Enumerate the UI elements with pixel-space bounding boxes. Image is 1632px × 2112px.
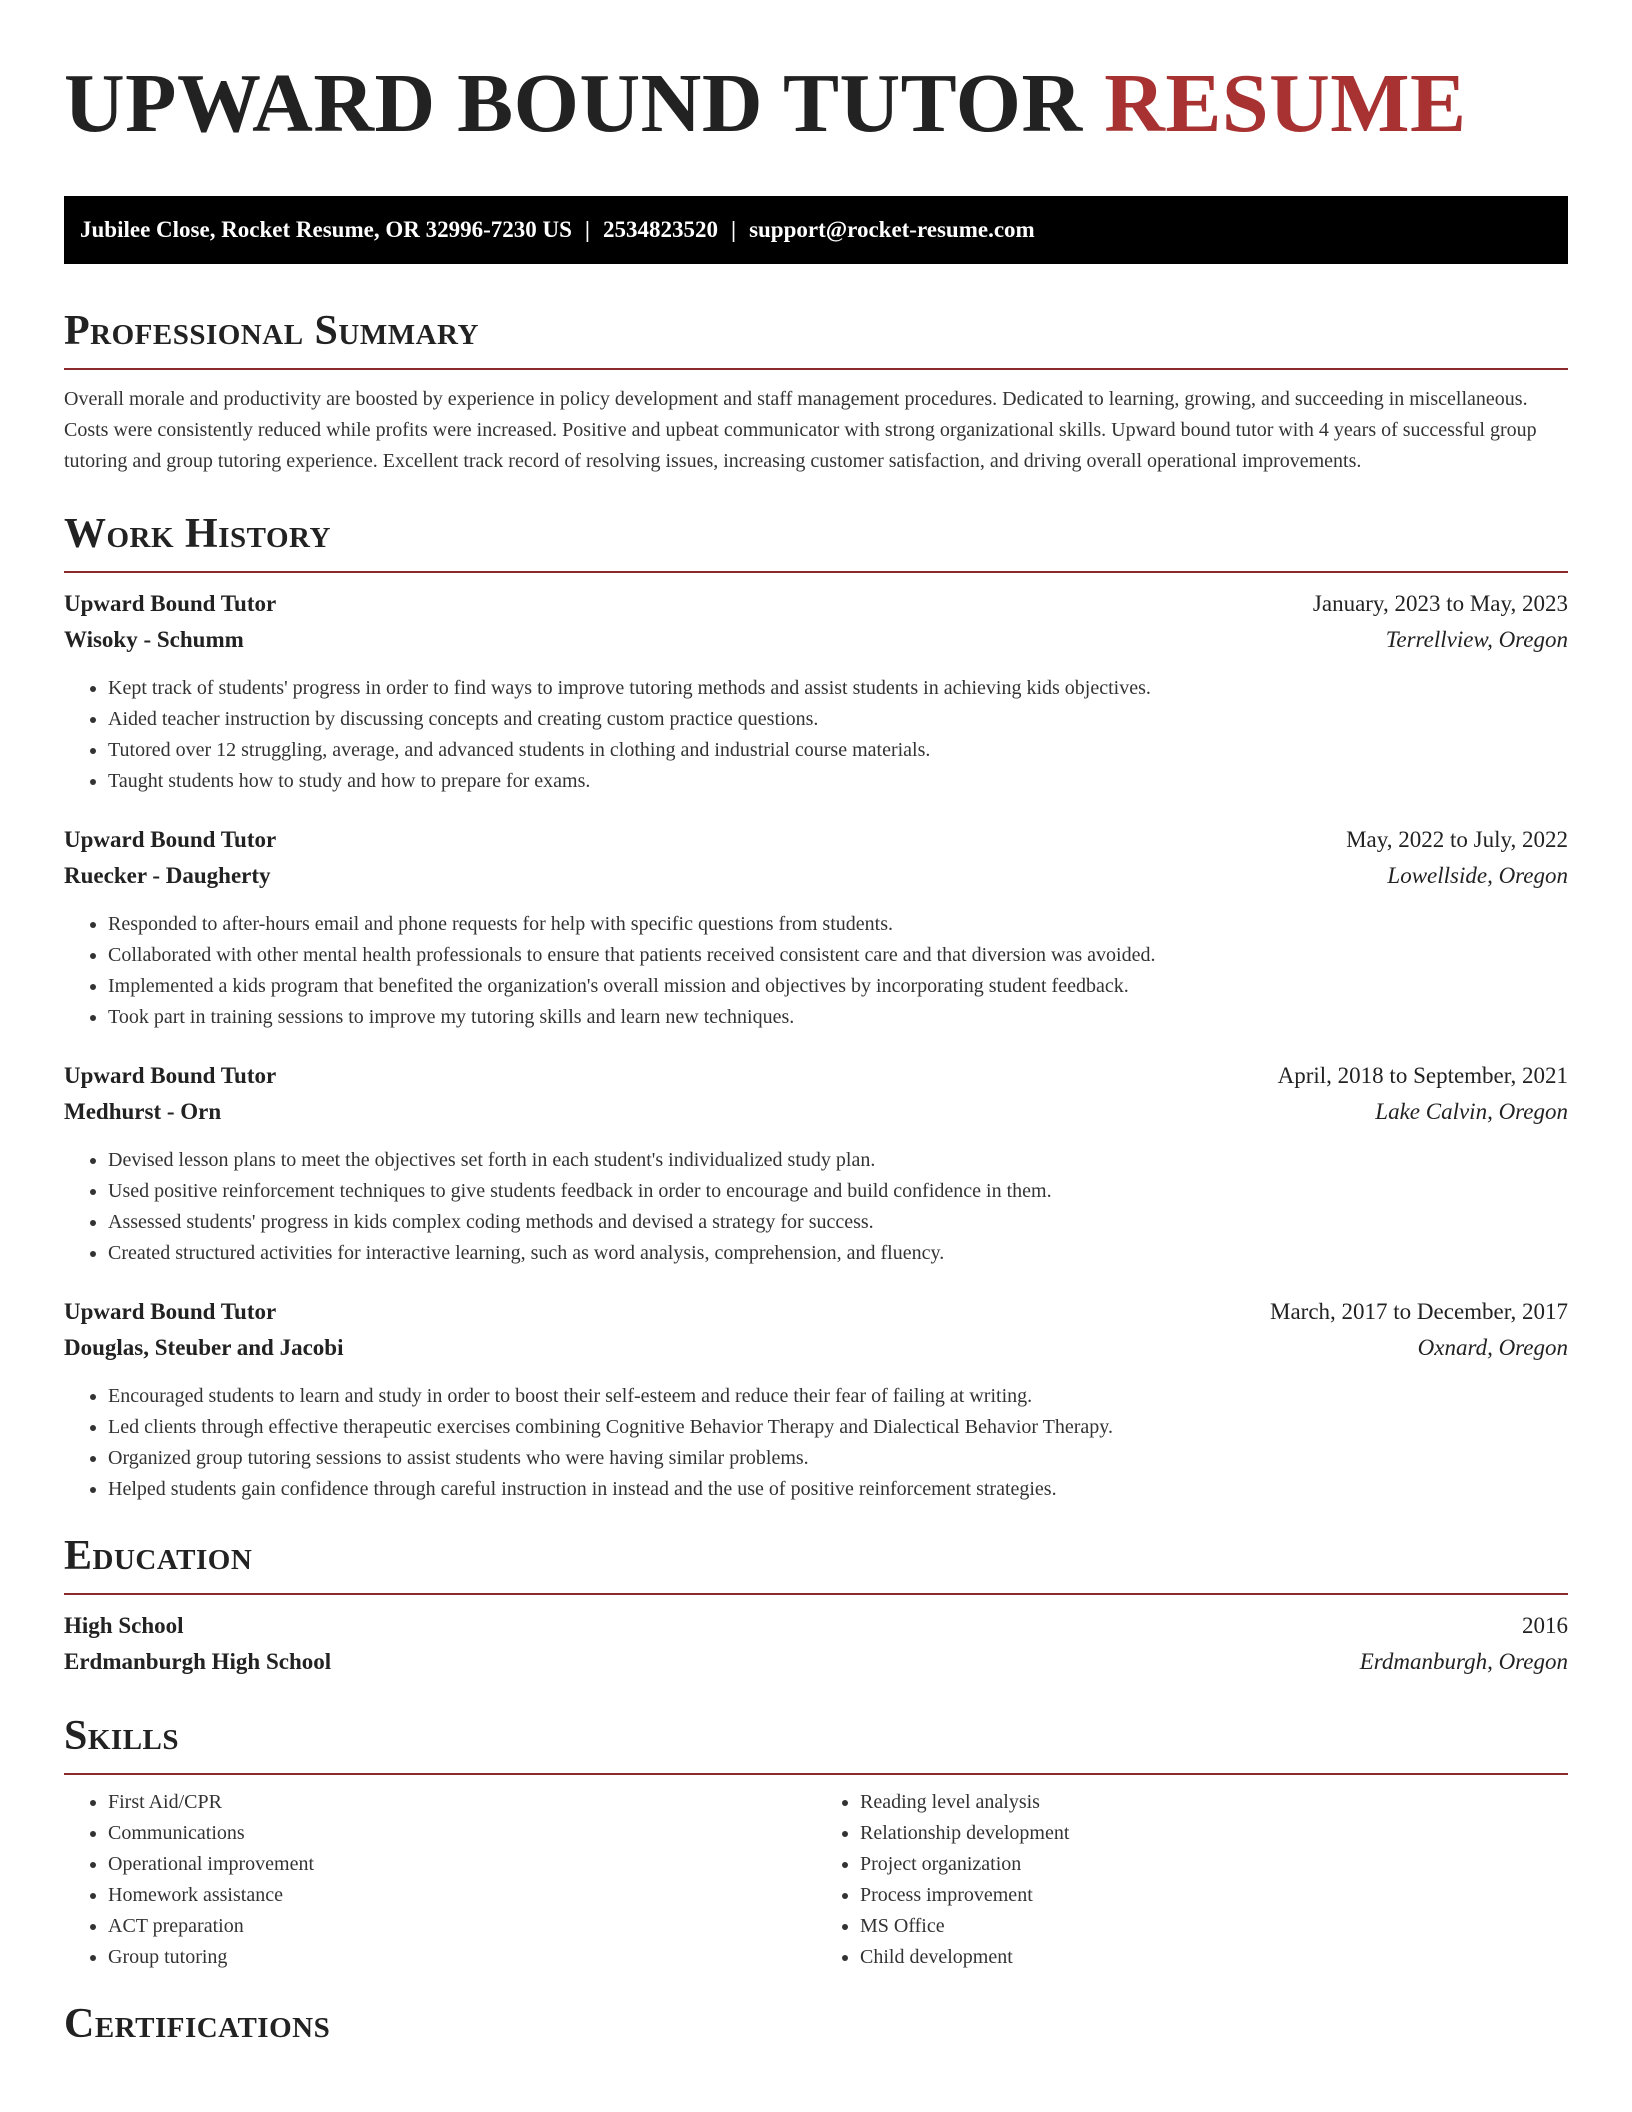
job-company: Wisoky - Schumm — [64, 627, 244, 652]
skill-item: • Group tutoring — [108, 1942, 816, 1973]
job-bullet: • Implemented a kids program that benefited the organization's overall mission and objectives by incorporating student feedback. — [108, 971, 1568, 1002]
job-entry — [64, 827, 1568, 1033]
job-bullets — [64, 673, 1568, 797]
job-title: Upward Bound Tutor — [64, 1299, 277, 1324]
job-dates: March, 2017 to December, 2017 — [1270, 1299, 1568, 1324]
contact-phone: 2534823520 — [602, 217, 718, 242]
skill-item: • Project organization — [860, 1849, 1568, 1880]
job-title: Upward Bound Tutor — [64, 827, 277, 852]
job-bullet: • Tutored over 12 struggling, average, and advanced students in clothing and industrial course materials. — [108, 735, 1568, 766]
job-bullet: • Created structured activities for interactive learning, such as word analysis, comprehension, and fluency. — [108, 1238, 1568, 1269]
job-entry — [64, 1299, 1568, 1505]
job-bullet: • Responded to after-hours email and phone requests for help with specific questions from students. — [108, 909, 1568, 940]
job-bullet: • Used positive reinforcement techniques to give students feedback in order to encourage and build confidence in them. — [108, 1176, 1568, 1207]
job-row-top — [64, 1299, 1568, 1335]
job-dates: May, 2022 to July, 2022 — [1346, 827, 1568, 852]
job-row-bottom — [64, 627, 1568, 663]
job-row-bottom — [64, 1335, 1568, 1371]
skills-heading: Skills — [64, 1709, 1568, 1775]
education-school: Erdmanburgh High School — [64, 1649, 332, 1674]
education-year: 2016 — [1522, 1613, 1568, 1638]
skill-item: • ACT preparation — [108, 1911, 816, 1942]
job-entry — [64, 1063, 1568, 1269]
job-bullet: • Assessed students' progress in kids complex coding methods and devised a strategy for success. — [108, 1207, 1568, 1238]
certifications-heading: Certifications — [64, 2001, 331, 2047]
job-bullet: • Took part in training sessions to improve my tutoring skills and learn new techniques. — [108, 1002, 1568, 1033]
summary-text: Overall morale and productivity are boosted by experience in policy development and staff management procedures. Dedicated to learning, growing, and succeeding in miscellaneous. Costs were consistently reduced while profits were increased. Positive and upbeat communicator with strong organizational skills. Upward bound tutor with 4 years of successful group tutoring and group tutoring experience. Excellent track record of resolving issues, increasing customer satisfaction, and driving overall operational improvements. — [64, 388, 1537, 472]
job-bullet: • Organized group tutoring sessions to assist students who were having similar problems. — [108, 1443, 1568, 1474]
title-accent: RESUME — [1104, 57, 1467, 150]
job-company: Ruecker - Daugherty — [64, 863, 271, 888]
job-bullets — [64, 1381, 1568, 1505]
job-company: Douglas, Steuber and Jacobi — [64, 1335, 344, 1360]
education-row-bottom — [64, 1649, 1568, 1685]
job-bullets — [64, 909, 1568, 1033]
job-title: Upward Bound Tutor — [64, 1063, 277, 1088]
skill-item: • Child development — [860, 1942, 1568, 1973]
job-row-top — [64, 591, 1568, 627]
job-row-bottom — [64, 863, 1568, 899]
job-bullet: • Taught students how to study and how to prepare for exams. — [108, 766, 1568, 797]
job-bullet: • Kept track of students' progress in order to find ways to improve tutoring methods and assist students in achieving kids objectives. — [108, 673, 1568, 704]
job-dates: April, 2018 to September, 2021 — [1277, 1063, 1568, 1088]
job-location: Oxnard, Oregon — [1417, 1335, 1568, 1360]
contact-email: support@rocket-resume.com — [749, 217, 1035, 242]
contact-bar — [64, 196, 1568, 264]
contact-separator: | — [584, 217, 590, 242]
skill-item: • MS Office — [860, 1911, 1568, 1942]
job-bullet: • Devised lesson plans to meet the objectives set forth in each student's individualized study plan. — [108, 1145, 1568, 1176]
job-bullet: • Encouraged students to learn and study in order to boost their self-esteem and reduce their fear of failing at writing. — [108, 1381, 1568, 1412]
skill-item: • Process improvement — [860, 1880, 1568, 1911]
education-location: Erdmanburgh, Oregon — [1359, 1649, 1568, 1674]
job-list — [64, 591, 1568, 1505]
skill-item: • First Aid/CPR — [108, 1787, 816, 1818]
summary-heading: Professional Summary — [64, 304, 1568, 370]
skills-grid — [64, 1787, 1568, 1973]
job-entry — [64, 591, 1568, 797]
work-history-heading: Work History — [64, 507, 1568, 573]
job-location: Terrellview, Oregon — [1385, 627, 1568, 652]
job-row-top — [64, 1063, 1568, 1099]
job-location: Lowellside, Oregon — [1387, 863, 1568, 888]
title-main: UPWARD BOUND TUTOR — [64, 57, 1083, 150]
skill-item: • Communications — [108, 1818, 816, 1849]
job-bullet: • Helped students gain confidence through careful instruction in instead and the use of positive reinforcement strategies. — [108, 1474, 1568, 1505]
skills-column-right — [816, 1787, 1568, 1973]
job-dates: January, 2023 to May, 2023 — [1312, 591, 1568, 616]
job-location: Lake Calvin, Oregon — [1375, 1099, 1568, 1124]
education-degree: High School — [64, 1613, 184, 1638]
job-company: Medhurst - Orn — [64, 1099, 222, 1124]
contact-separator: | — [730, 217, 737, 242]
skills-column-left — [64, 1787, 816, 1973]
skill-item: • Relationship development — [860, 1818, 1568, 1849]
job-bullet: • Aided teacher instruction by discussing concepts and creating custom practice questions. — [108, 704, 1568, 735]
skill-item: • Operational improvement — [108, 1849, 816, 1880]
skill-item: • Homework assistance — [108, 1880, 816, 1911]
skill-item: • Reading level analysis — [860, 1787, 1568, 1818]
education-entry — [64, 1613, 1568, 1685]
education-row-top — [64, 1613, 1568, 1649]
job-row-top — [64, 827, 1568, 863]
job-bullet: • Collaborated with other mental health professionals to ensure that patients received consistent care and that diversion was avoided. — [108, 940, 1568, 971]
job-bullet: • Led clients through effective therapeutic exercises combining Cognitive Behavior Therapy and Dialectical Behavior Therapy. — [108, 1412, 1568, 1443]
contact-address: Jubilee Close, Rocket Resume, OR 32996-7230 US — [80, 217, 572, 242]
job-row-bottom — [64, 1099, 1568, 1135]
job-bullets — [64, 1145, 1568, 1269]
resume-title — [64, 54, 1568, 154]
job-title: Upward Bound Tutor — [64, 591, 277, 616]
education-heading: Education — [64, 1529, 1568, 1595]
